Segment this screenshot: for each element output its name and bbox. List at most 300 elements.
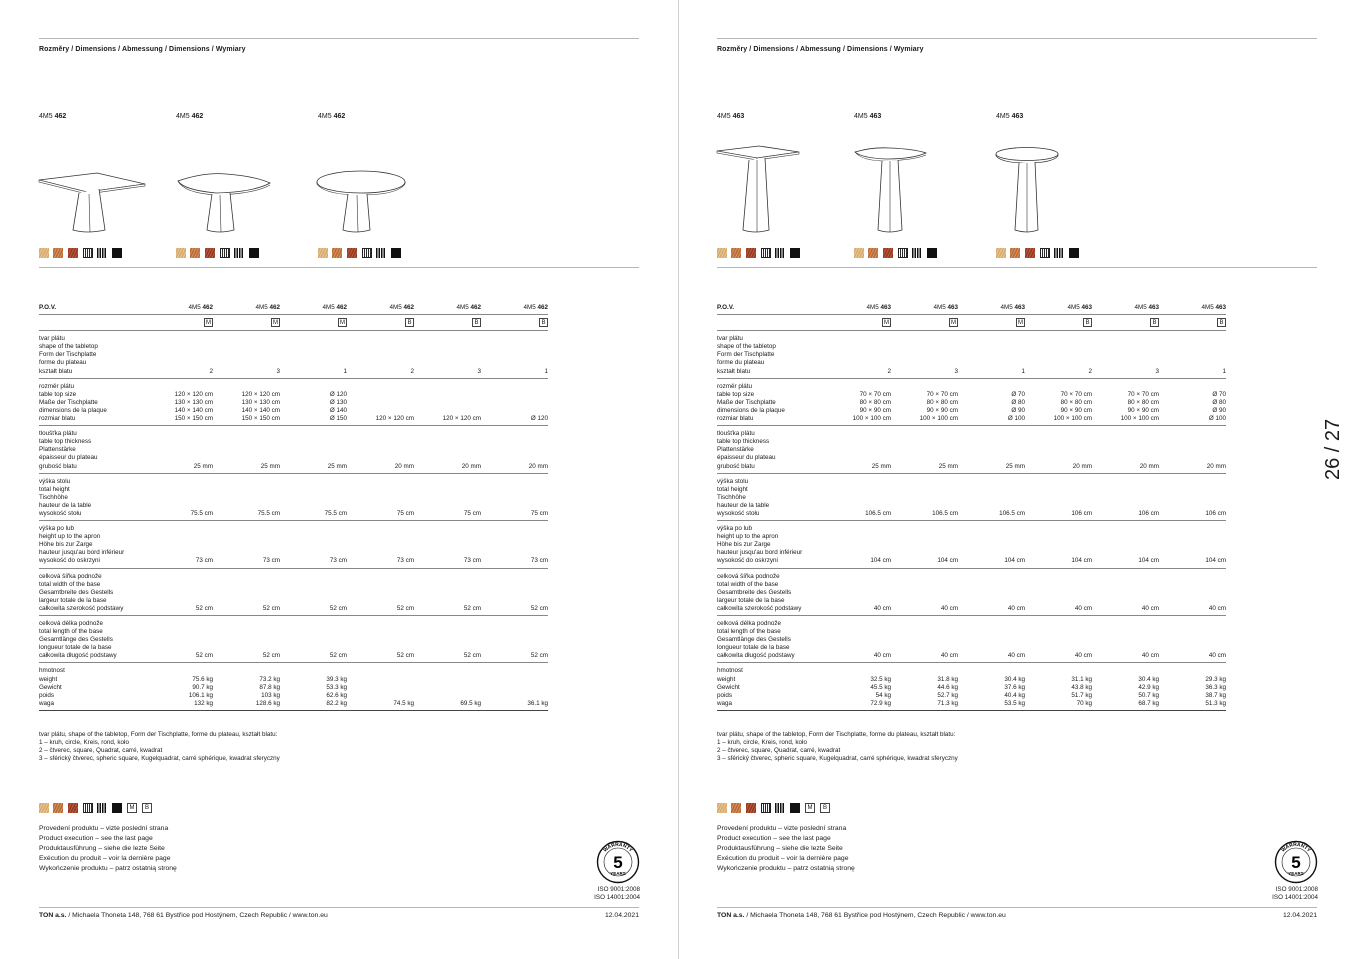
value-line: 150 × 150 cm: [174, 415, 213, 423]
spec-value-height: 75.5 cm: [146, 473, 213, 520]
iso-certs: [580, 886, 640, 902]
value-line: 140 × 140 cm: [174, 406, 213, 414]
spec-label-shape: [39, 331, 146, 378]
value-line: 80 × 80 cm: [1127, 398, 1159, 406]
base-type-box: M: [951, 320, 956, 327]
product-code-cell: [213, 304, 280, 315]
label-line: table top size: [717, 390, 755, 398]
value-line: [347, 692, 414, 700]
base-type-cell: [1159, 315, 1226, 331]
label-line: tvar plátu: [717, 335, 743, 343]
spec-label-width: [717, 568, 824, 615]
label-line: całkowita długość podstawy: [717, 652, 795, 660]
value-line: 100 × 100 cm: [1120, 415, 1159, 423]
product-code-cell: [1092, 304, 1159, 315]
base-type-box: M: [884, 320, 889, 327]
value-line: 130 × 130 cm: [174, 398, 213, 406]
spec-value-height: 106.5 cm: [891, 473, 958, 520]
base-type-cell: [146, 315, 213, 331]
spec-value-weight: [347, 663, 414, 710]
base-type-box: B: [1150, 318, 1159, 327]
value-line: 42.9 kg: [1138, 683, 1159, 691]
value-line: [414, 391, 481, 399]
value-line: Ø 70: [1212, 390, 1226, 398]
value-line: 29.3 kg: [1205, 675, 1226, 683]
spec-value-shape: 1: [280, 331, 347, 378]
value-line: 70 × 70 cm: [926, 390, 958, 398]
label-line: Tischhöhe: [39, 493, 68, 501]
value-line: 39.3 kg: [326, 675, 347, 683]
swatch-white: [83, 803, 93, 813]
swatch-stripe: [912, 248, 922, 258]
label-line: hauteur jusqu'au bord inférieur: [717, 549, 803, 557]
spec-value-weight: [414, 663, 481, 710]
value-line: 120 × 120 cm: [174, 390, 213, 398]
value-line: 90 × 90 cm: [926, 406, 958, 414]
value-line: 140 × 140 cm: [241, 406, 280, 414]
value-line: [347, 407, 414, 415]
value-line: Ø 130: [329, 398, 347, 406]
spec-value-apron: 104 cm: [824, 521, 891, 568]
swatch-stripe: [775, 803, 785, 813]
top-rule: [717, 38, 1317, 39]
label-line: wysokość stołu: [39, 509, 82, 517]
page-right: [678, 0, 1356, 959]
product-prefix: 4M5: [1201, 304, 1214, 311]
spec-value-width: 40 cm: [1092, 568, 1159, 615]
spec-row-width: [717, 568, 1226, 615]
spec-value-size: [958, 378, 1025, 425]
execution-line: Produktausführung – siehe die lezte Seite: [717, 845, 843, 852]
label-line: poids: [39, 691, 55, 699]
value-line: 70 × 70 cm: [1127, 390, 1159, 398]
spec-value-size: [824, 378, 891, 425]
value-line: 53.3 kg: [326, 683, 347, 691]
swatch-walnut: [68, 803, 78, 813]
execution-line: Provedení produktu – vizte poslední strana: [717, 825, 847, 832]
product-code: 462: [202, 304, 213, 311]
spec-value-width: 52 cm: [414, 568, 481, 615]
section-rule: [39, 267, 639, 268]
swatch-stripe: [97, 248, 107, 258]
value-line: [347, 391, 414, 399]
value-line: Ø 120: [530, 415, 548, 423]
swatch-white: [83, 248, 93, 258]
spec-value-shape: 3: [414, 331, 481, 378]
base-type-cell: [347, 315, 414, 331]
label-line: grubość blatu: [39, 462, 77, 470]
spec-row-shape: [39, 331, 548, 378]
value-line: 100 × 100 cm: [919, 415, 958, 423]
product-prefix: 4M5: [1067, 304, 1080, 311]
swatch-ash: [717, 803, 727, 813]
base-type-box: B: [472, 318, 481, 327]
spec-value-weight: [213, 663, 280, 710]
spec-label-length: [39, 616, 146, 663]
bar-table-drawing-spheric: [852, 136, 932, 236]
spec-value-width: 40 cm: [1159, 568, 1226, 615]
table-drawing-square: [37, 136, 149, 236]
note-line: 2 – čtverec, square, Quadrat, carré, kwadrat: [39, 747, 163, 754]
swatch-ash: [996, 248, 1006, 258]
execution-line: Product execution – see the last page: [39, 835, 153, 842]
execution-line: Provedení produktu – vizte poslední strana: [39, 825, 169, 832]
label-line: poids: [717, 691, 733, 699]
base-type-row: [717, 315, 1226, 331]
product-prefix: 4M5: [456, 304, 469, 311]
spec-value-thickness: 25 mm: [280, 426, 347, 473]
spec-value-weight: [1092, 663, 1159, 710]
spec-row-height: [717, 473, 1226, 520]
spec-value-shape: 1: [958, 331, 1025, 378]
label-line: Tischhöhe: [717, 493, 746, 501]
swatch-black: [927, 248, 937, 258]
spec-value-weight: [1159, 663, 1226, 710]
spec-value-size: [1092, 378, 1159, 425]
label-line: výška po lub: [39, 525, 75, 533]
swatch-white: [1040, 248, 1050, 258]
label-line: wysokość do oskrzyni: [717, 557, 778, 565]
legend-base-m: M: [805, 803, 815, 813]
spec-row-shape: [717, 331, 1226, 378]
note-line: tvar plátu, shape of the tabletop, Form der Tischplatte, forme du plateau, kształt blatu:: [39, 731, 278, 738]
swatch-ash: [39, 803, 49, 813]
base-type-cell: [414, 315, 481, 331]
warranty-badge-icon: [1274, 840, 1318, 884]
value-line: 31.8 kg: [937, 675, 958, 683]
value-line: [414, 399, 481, 407]
spec-value-shape: 3: [891, 331, 958, 378]
label-line: hauteur de la table: [717, 501, 770, 509]
label-line: kształt blatu: [39, 367, 73, 375]
spec-value-length: 52 cm: [414, 616, 481, 663]
warranty-number: 5: [613, 853, 623, 872]
spec-value-apron: 104 cm: [891, 521, 958, 568]
footer-address: TON a.s. / Michaela Thoneta 148, 768 61 Bystřice pod Hostýnem, Czech Republic / www.ton.eu: [39, 912, 328, 919]
spec-value-weight: [891, 663, 958, 710]
value-line: [481, 391, 548, 399]
warranty-badge-icon: [596, 840, 640, 884]
legend-base-m: M: [127, 803, 137, 813]
swatch-oak: [53, 248, 63, 258]
spec-value-apron: 104 cm: [1025, 521, 1092, 568]
label-line: largeur totale de la base: [39, 596, 107, 604]
label-line: dimensions de la plaque: [39, 406, 107, 414]
swatch-black: [790, 248, 800, 258]
label-line: dimensions de la plaque: [717, 406, 785, 414]
spec-label-length: [717, 616, 824, 663]
execution-line: Product execution – see the last page: [717, 835, 831, 842]
base-type-box: M: [206, 320, 211, 327]
swatch-white: [898, 248, 908, 258]
base-type-cell: [1025, 315, 1092, 331]
execution-note: [39, 824, 177, 874]
base-type-box: B: [1083, 318, 1092, 327]
value-line: Ø 140: [329, 406, 347, 414]
product-code: 463: [880, 304, 891, 311]
execution-line: Exécution du produit – voir la dernière page: [39, 855, 171, 862]
value-line: Ø 150: [329, 415, 347, 423]
spec-value-thickness: 25 mm: [824, 426, 891, 473]
product-prefix: 4M5: [1000, 304, 1013, 311]
value-line: 120 × 120 cm: [241, 390, 280, 398]
swatch-white: [362, 248, 372, 258]
value-line: [414, 684, 481, 692]
label-line: celková šířka podnože: [717, 572, 780, 580]
drawing-label: 4M5 463: [996, 113, 1024, 120]
value-line: [347, 676, 414, 684]
spec-value-apron: 73 cm: [414, 521, 481, 568]
product-prefix: 4M5: [523, 304, 536, 311]
base-type-box: M: [273, 320, 278, 327]
base-type-row: [39, 315, 548, 331]
spec-row-length: [39, 616, 548, 663]
spec-value-length: 52 cm: [213, 616, 280, 663]
value-line: 31.1 kg: [1071, 675, 1092, 683]
value-line: Ø 70: [1011, 390, 1025, 398]
spec-row-thickness: [39, 426, 548, 473]
spec-row-size: [717, 378, 1226, 425]
product-code: 463: [947, 304, 958, 311]
pov-label: P.O.V.: [717, 304, 824, 315]
swatch-stripe: [376, 248, 386, 258]
value-line: 43.8 kg: [1071, 683, 1092, 691]
spec-label-apron: [717, 521, 824, 568]
value-line: Ø 80: [1011, 398, 1025, 406]
label-line: total width of the base: [717, 580, 779, 588]
product-code-cell: [824, 304, 891, 315]
iso-line: ISO 14001:2004: [594, 894, 640, 901]
spec-value-height: 75.5 cm: [280, 473, 347, 520]
product-code-cell: [414, 304, 481, 315]
product-code: 462: [403, 304, 414, 311]
label-line: tvar plátu: [39, 335, 65, 343]
label-line: výška stolu: [717, 477, 749, 485]
value-line: [414, 692, 481, 700]
label-line: épaisseur du plateau: [717, 454, 776, 462]
shape-note: [39, 731, 280, 763]
product-code-cell: [146, 304, 213, 315]
spec-value-apron: 73 cm: [347, 521, 414, 568]
shape-note: [717, 731, 958, 763]
spec-value-size: [347, 378, 414, 425]
product-code-cell: [1025, 304, 1092, 315]
value-line: 90 × 90 cm: [859, 406, 891, 414]
swatch-white: [761, 803, 771, 813]
label-line: Maße der Tischplatte: [717, 398, 776, 406]
value-line: 69.5 kg: [460, 699, 481, 707]
label-line: rozměr plátu: [39, 382, 74, 390]
label-line: tloušťka plátu: [717, 430, 755, 438]
swatch-walnut: [205, 248, 215, 258]
swatch-ash: [176, 248, 186, 258]
page-number: 26 / 27: [1322, 418, 1344, 480]
value-line: 87.8 kg: [259, 683, 280, 691]
label-line: Gesamtlänge des Gestells: [39, 636, 113, 644]
label-line: wysokość stołu: [717, 509, 760, 517]
value-line: 54 kg: [875, 691, 891, 699]
iso-line: ISO 9001:2008: [597, 886, 640, 893]
value-line: 73.2 kg: [259, 675, 280, 683]
spec-value-shape: 3: [213, 331, 280, 378]
label-line: Plattenstärke: [717, 446, 754, 454]
spec-value-weight: [146, 663, 213, 710]
label-line: total length of the base: [39, 628, 103, 636]
spec-value-length: 40 cm: [1092, 616, 1159, 663]
product-code-cell: [958, 304, 1025, 315]
spec-value-apron: 73 cm: [481, 521, 548, 568]
spec-value-height: 75 cm: [347, 473, 414, 520]
value-line: 90 × 90 cm: [1127, 406, 1159, 414]
spec-value-size: [414, 378, 481, 425]
value-line: 30.4 kg: [1138, 675, 1159, 683]
spec-value-apron: 104 cm: [958, 521, 1025, 568]
value-line: [414, 676, 481, 684]
spec-value-apron: 73 cm: [213, 521, 280, 568]
swatch-oak: [731, 248, 741, 258]
spec-value-height: 75.5 cm: [213, 473, 280, 520]
drawing-label: 4M5 462: [39, 113, 67, 120]
execution-line: Exécution du produit – voir la dernière page: [717, 855, 849, 862]
swatch-walnut: [883, 248, 893, 258]
swatch-ash: [39, 248, 49, 258]
value-line: 71.3 kg: [937, 699, 958, 707]
label-line: Gesamtlänge des Gestells: [717, 636, 791, 644]
value-line: 72.9 kg: [870, 699, 891, 707]
swatch-black: [790, 803, 800, 813]
drawing-label: 4M5 463: [854, 113, 882, 120]
spec-table: [717, 304, 1226, 711]
product-prefix: 4M5: [389, 304, 402, 311]
drawing-label: 4M5 462: [176, 113, 204, 120]
iso-certs: [1258, 886, 1318, 902]
value-line: 50.7 kg: [1138, 691, 1159, 699]
section-header: Rozměry / Dimensions / Abmessung / Dimensions / Wymiary: [39, 46, 246, 53]
legend-base-b: B: [142, 803, 152, 813]
value-line: 52.7 kg: [937, 691, 958, 699]
spec-value-thickness: 25 mm: [213, 426, 280, 473]
label-line: total width of the base: [39, 580, 101, 588]
spec-value-height: 106.5 cm: [958, 473, 1025, 520]
spec-label-width: [39, 568, 146, 615]
table-drawing-spheric: [174, 136, 274, 236]
spec-value-size: [891, 378, 958, 425]
spec-label-size: [717, 378, 824, 425]
spec-value-weight: [824, 663, 891, 710]
base-type-box: M: [1018, 320, 1023, 327]
bar-table-drawing-square: [715, 136, 805, 236]
base-type-cell: [280, 315, 347, 331]
value-line: 74.5 kg: [393, 699, 414, 707]
spec-value-width: 52 cm: [146, 568, 213, 615]
product-code: 462: [336, 304, 347, 311]
spec-label-weight: [39, 663, 146, 710]
label-line: kształt blatu: [717, 367, 751, 375]
base-type-cell: [958, 315, 1025, 331]
swatch-oak: [868, 248, 878, 258]
spec-value-width: 52 cm: [213, 568, 280, 615]
value-line: 51.7 kg: [1071, 691, 1092, 699]
label-line: výška po lub: [717, 525, 753, 533]
swatch-ash: [318, 248, 328, 258]
value-line: 44.6 kg: [937, 683, 958, 691]
spec-value-thickness: 20 mm: [481, 426, 548, 473]
swatch-white: [761, 248, 771, 258]
label-line: Plattenstärke: [39, 446, 76, 454]
label-line: shape of the tabletop: [717, 343, 776, 351]
value-line: [414, 407, 481, 415]
label-line: Form der Tischplatte: [717, 351, 775, 359]
label-line: Gesamtbreite des Gestells: [39, 588, 114, 596]
spec-row-size: [39, 378, 548, 425]
label-line: Gesamtbreite des Gestells: [717, 588, 792, 596]
execution-line: Produktausführung – siehe die lezte Seite: [39, 845, 165, 852]
note-line: 1 – kruh, circle, Kreis, rond, koło: [39, 739, 129, 746]
base-type-box: B: [539, 318, 548, 327]
label-line: tloušťka plátu: [39, 430, 77, 438]
value-line: 120 × 120 cm: [442, 415, 481, 423]
value-line: 70 × 70 cm: [1060, 390, 1092, 398]
value-line: [347, 399, 414, 407]
product-code-cell: [1159, 304, 1226, 315]
spec-value-height: 106 cm: [1092, 473, 1159, 520]
value-line: 130 × 130 cm: [241, 398, 280, 406]
product-prefix: 4M5: [255, 304, 268, 311]
spec-label-height: [39, 473, 146, 520]
label-line: waga: [39, 699, 55, 707]
product-code-cell: [280, 304, 347, 315]
spec-value-shape: 3: [1092, 331, 1159, 378]
spec-row-height: [39, 473, 548, 520]
note-line: 2 – čtverec, square, Quadrat, carré, kwadrat: [717, 747, 841, 754]
label-line: forme du plateau: [39, 359, 87, 367]
spec-value-shape: 1: [1159, 331, 1226, 378]
value-line: Ø 100: [1208, 415, 1226, 423]
label-line: longueur totale de la base: [39, 644, 112, 652]
label-line: total height: [39, 485, 70, 493]
label-line: total length of the base: [717, 628, 781, 636]
label-line: Gewicht: [39, 683, 62, 691]
product-code: 462: [470, 304, 481, 311]
label-line: longueur totale de la base: [717, 644, 790, 652]
value-line: 120 × 120 cm: [375, 415, 414, 423]
spec-value-shape: 2: [347, 331, 414, 378]
swatch-walnut: [746, 803, 756, 813]
value-line: 80 × 80 cm: [1060, 398, 1092, 406]
label-line: celková šířka podnože: [39, 572, 102, 580]
footer-date: 12.04.2021: [604, 912, 639, 919]
value-line: 53.5 kg: [1004, 699, 1025, 707]
label-line: celková délka podnože: [717, 620, 782, 627]
spec-value-size: [213, 378, 280, 425]
spec-table: [39, 304, 548, 711]
bar-table-drawing-round: [994, 136, 1064, 236]
spec-value-apron: 104 cm: [1159, 521, 1226, 568]
swatch-black: [391, 248, 401, 258]
label-line: hauteur jusqu'au bord inférieur: [39, 549, 125, 557]
swatch-stripe: [97, 803, 107, 813]
drawing-label: 4M5 462: [318, 113, 346, 120]
spec-value-weight: [280, 663, 347, 710]
label-line: hmotnost: [717, 667, 743, 675]
value-line: [347, 684, 414, 692]
base-type-cell: [824, 315, 891, 331]
label-line: całkowita szerokość podstawy: [717, 604, 802, 612]
label-line: height up to the apron: [39, 533, 101, 541]
value-line: 32.5 kg: [870, 675, 891, 683]
swatch-walnut: [68, 248, 78, 258]
spec-value-thickness: 20 mm: [1025, 426, 1092, 473]
